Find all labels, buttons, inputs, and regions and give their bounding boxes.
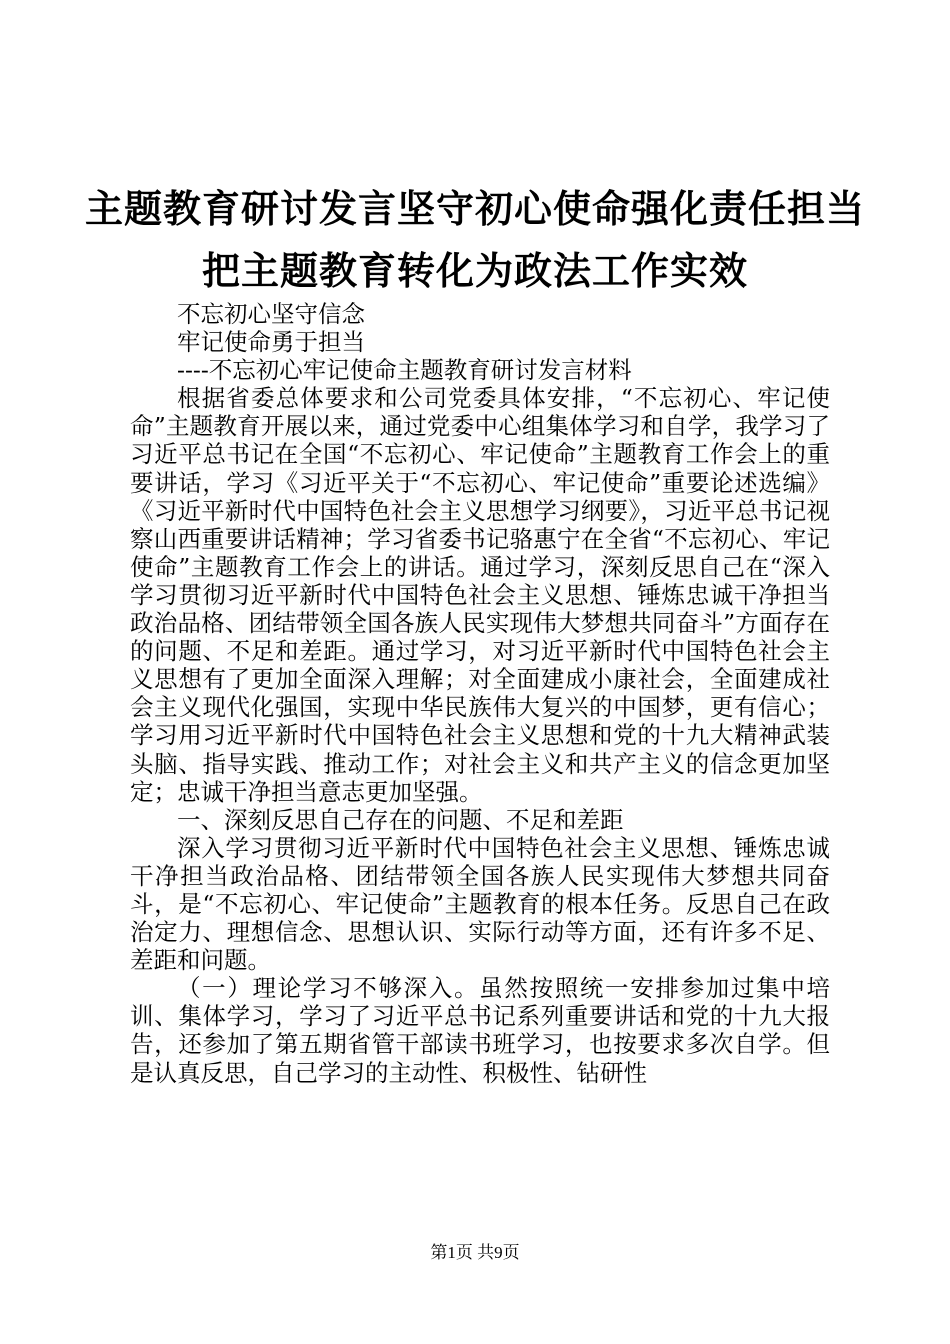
- document-title-line-2: 把主题教育转化为政法工作实效: [201, 249, 748, 293]
- subtitle-line: 牢记使命勇于担当: [177, 328, 365, 357]
- subtitle-line: 不忘初心坚守信念: [177, 300, 365, 328]
- document-title-line-1: 主题教育研讨发言坚守初心使命强化责任担当: [84, 187, 865, 231]
- intro-paragraph: 根据省委总体要求和公司党委具体安排，“不忘初心、牢记使命”主题教育开展以来，通过党委中心组集体学习和自学，我学习了习近平总书记在全国“不忘初心、牢记使命”主题教育工作会上的重要讲话，学习《习近平关于“不忘初心、牢记使命”重要论述选编》《习近平新时代中国特色社会主义思想学习纲要》，习近平总书记视察山西重要讲话精神；学习省委书记骆惠宁在全省“不忘初心、牢记使命”主题教育工作会上的讲话。通过学习，深刻反思自己在“深入学习贯彻习近平新时代中国特色社会主义思想、锤炼忠诚干净担当政治品格、团结带领全国各族人民实现伟大梦想共同奋斗”方面存在的问题、不足和差距。通过学习，对习近平新时代中国特色社会主义思想有了更加全面深入理解；对全面建成小康社会，全面建成社会主义现代化强国，实现中华民族伟大复兴的中国梦，更有信心；学习用习近平新时代中国特色社会主义思想和党的十九大精神武装头脑、指导实践、推动工作；对社会主义和共产主义的信念更加坚定；忠诚干净担当意志更加坚强。: [130, 384, 830, 806]
- document-body: [130, 300, 830, 1087]
- section-paragraph: 深入学习贯彻习近平新时代中国特色社会主义思想、锤炼忠诚干净担当政治品格、团结带领全国各族人民实现伟大梦想共同奋斗，是“不忘初心、牢记使命”主题教育的根本任务。反思自己在政治定力、理想信念、思想认识、实际行动等方面，还有许多不足、差距和问题。: [130, 833, 830, 975]
- subtitle-line: ----不忘初心牢记使命主题教育研讨发言材料: [177, 356, 632, 385]
- point-one-paragraph: （一）理论学习不够深入。虽然按照统一安排参加过集中培训、集体学习，学习了习近平总书记系列重要讲话和党的十九大报告，还参加了第五期省管干部读书班学习，也按要求多次自学。但是认真反思，自己学习的主动性、积极性、钻研性: [130, 974, 830, 1087]
- page-number-footer: 第1页 共9页: [430, 1243, 520, 1262]
- section-heading: 一、深刻反思自己存在的问题、不足和差距: [177, 805, 624, 834]
